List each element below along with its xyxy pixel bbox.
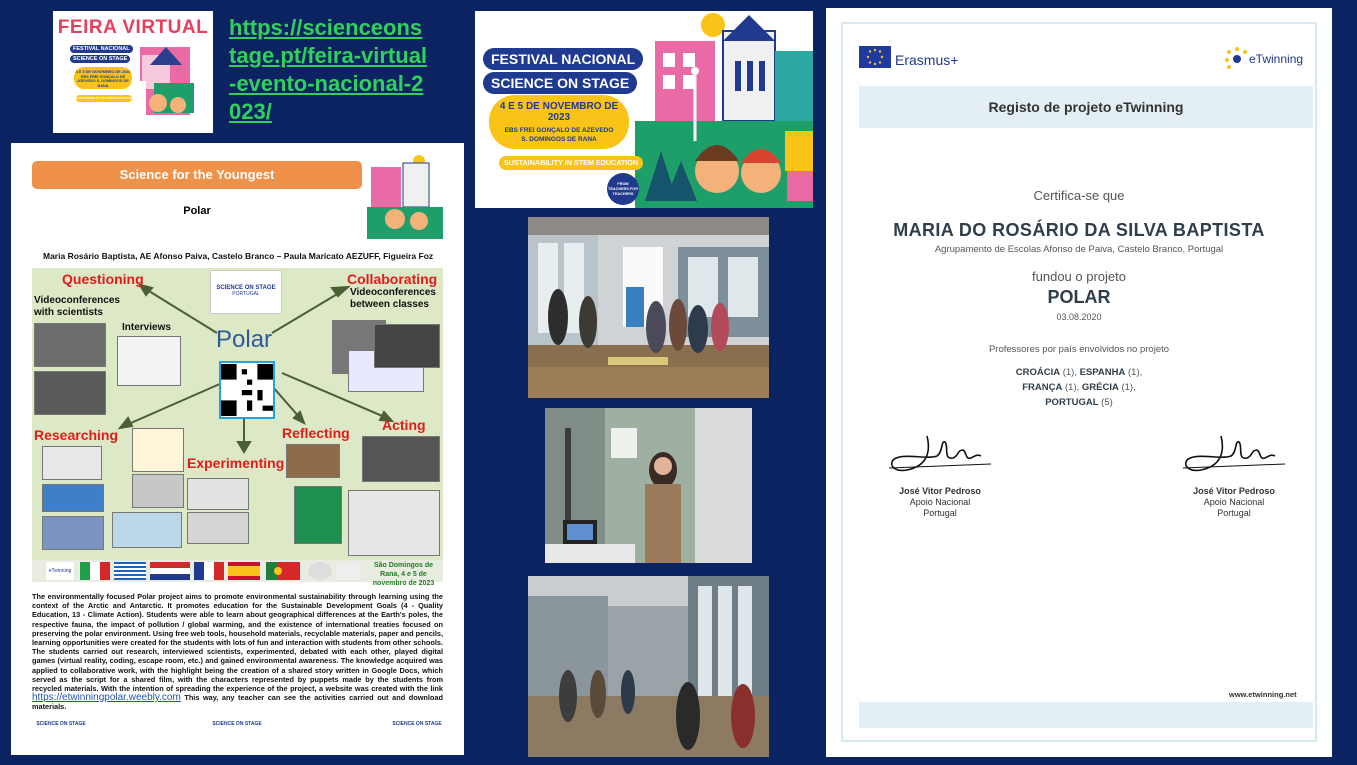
festival-date-badge (489, 95, 629, 149)
poster-project-link[interactable]: https://etwinningpolar.weebly.com (32, 692, 181, 704)
footer-logo-1: SCIENCE ON STAGE (36, 721, 86, 727)
feira-virtual-link[interactable]: https://scienceonstage.pt/feira-virtual-evento-nacional-2023/ (229, 15, 428, 124)
mindmap-center: Polar (216, 326, 273, 353)
eu-flag-icon (859, 46, 891, 68)
festival-nacional-image (475, 11, 813, 208)
mindmap-researching: Researching (34, 427, 119, 443)
mindmap-reflecting: Reflecting (282, 425, 350, 441)
count-portugal: (5) (1098, 397, 1113, 408)
country-grecia: GRÉCIA (1081, 382, 1119, 393)
footer-logo-2: SCIENCE ON STAGE (212, 721, 262, 727)
signature-2-block (1159, 486, 1309, 519)
school-seal-icon (308, 562, 332, 580)
etwinning-url[interactable]: www.etwinning.net (1229, 690, 1297, 699)
signature-1-country: Portugal (923, 508, 957, 518)
count-grecia: (1), (1118, 382, 1136, 393)
certifica-text: Certifica-se que (1033, 188, 1125, 203)
thumb-cartoon (132, 428, 184, 472)
mindmap-questioning: Questioning (62, 271, 144, 287)
poster-body-end: This way, any teacher can see the activities carried out and download materials. (32, 693, 443, 712)
mindmap-acting: Acting (382, 417, 426, 433)
sos-logo-country: PORTUGAL (232, 291, 260, 297)
poster-body-text (32, 592, 443, 712)
thumb-experiment-1 (187, 478, 249, 510)
thumb-research-map (42, 484, 104, 512)
etwinning-logo-text: eTwinning (1249, 52, 1304, 66)
festival-venue-1: EBS FREI GONÇALO DE AZEVEDO (504, 127, 614, 134)
feira-date-badge (74, 67, 132, 89)
project-date: 03.08.2020 (1056, 312, 1102, 322)
country-portugal: PORTUGAL (1045, 397, 1099, 408)
sos-logo-mindmap (210, 270, 282, 314)
thumb-research-2 (42, 516, 104, 550)
mindmap-collaborating: Collaborating (347, 271, 438, 287)
thumb-research-1 (42, 446, 102, 480)
festival-artwork (635, 11, 813, 208)
thumb-experiment-4 (132, 474, 184, 508)
event-photo-2 (545, 408, 752, 563)
sos-logo-text: SCIENCE ON STAGE (216, 285, 276, 291)
certificate-footer-band (859, 702, 1313, 728)
thumb-video-1 (34, 323, 106, 367)
thumb-acting-1 (362, 436, 440, 482)
count-franca: (1), (1062, 382, 1082, 393)
thumb-experiment-3 (112, 512, 182, 548)
poster-flags-row (32, 560, 443, 587)
thumb-reflect-2 (294, 486, 342, 544)
poster-authors: Maria Rosário Baptista, AE Afonso Paiva, Castelo Branco – Paula Maricato AEZUFF, Figueira Foz (43, 251, 434, 261)
flags-icon (80, 562, 304, 580)
etwinning-logo: eTwinning (46, 562, 74, 580)
feira-date: 4 E 5 DE NOVEMBRO DE 2023 (75, 70, 131, 74)
signature-2-role: Apoio Nacional (1203, 497, 1265, 507)
country-line-2 (843, 382, 1315, 393)
country-croacia: CROÁCIA (1015, 367, 1061, 378)
certificate-title: Registo de projeto eTwinning (988, 99, 1184, 115)
thumb-reflect-1 (286, 444, 340, 478)
school-logo-icon (336, 562, 360, 580)
country-line-3 (843, 397, 1315, 408)
count-croacia: (1), (1060, 367, 1080, 378)
signature-1-name: José Vitor Pedroso (899, 486, 981, 496)
event-photo-3 (528, 576, 769, 757)
certificate-frame (841, 22, 1317, 742)
thumb-acting-2 (348, 490, 440, 556)
erasmus-logo-text: Erasmus+ (895, 52, 959, 68)
signature-1-role: Apoio Nacional (909, 497, 971, 507)
signature-1-block (865, 486, 1015, 519)
qr-code-icon (219, 361, 275, 419)
poster-venue: São Domingos de Rana, 4 e 5 de novembro de 2023 (372, 562, 435, 587)
count-espanha: (1), (1125, 367, 1143, 378)
mindmap-experimenting: Experimenting (187, 455, 285, 471)
feira-pill-2: SCIENCE ON STAGE (70, 55, 130, 63)
recipient-school: Agrupamento de Escolas Afonso de Paiva, Castelo Branco, Portugal (934, 244, 1224, 255)
signature-2-icon (1181, 432, 1291, 476)
event-photo-1 (528, 217, 769, 398)
fundou-text: fundou o projeto (1032, 269, 1126, 284)
poster-mindmap (32, 268, 443, 560)
thumb-classes-3 (374, 324, 440, 368)
thumb-video-2 (34, 371, 106, 415)
signature-1-icon (887, 432, 997, 476)
poster-subtitle: Polar (183, 205, 211, 217)
festival-logo-small (367, 153, 443, 239)
etwinning-certificate (826, 8, 1332, 757)
project-name: POLAR (1047, 287, 1111, 307)
festival-title-2: SCIENCE ON STAGE (483, 72, 637, 94)
festival-sustainability: SUSTAINABILITY IN STEM EDUCATION (499, 156, 643, 170)
country-espanha: ESPANHA (1079, 367, 1126, 378)
festival-venue-2: S. DOMINGOS DE RANA (521, 136, 597, 143)
feira-sust: SUSTAINABILITY IN STEM EDUCATION (76, 96, 132, 100)
signature-2-country: Portugal (1217, 508, 1251, 518)
thumb-experiment-2 (187, 512, 249, 544)
country-franca: FRANÇA (1022, 382, 1063, 393)
feira-pill-1: FESTIVAL NACIONAL (70, 45, 133, 53)
feira-virtual-image (53, 11, 213, 133)
festival-teachers-badge: FROM TEACHERS FOR TEACHERS (607, 173, 639, 205)
thumb-interviews (117, 336, 181, 386)
festival-date: 4 E 5 DE NOVEMBRO DE 2023 (499, 101, 619, 123)
etwinning-logo-icon (1223, 46, 1251, 72)
mindmap-interviews: Interviews (122, 322, 171, 333)
feira-artwork (70, 43, 196, 121)
feira-title: FEIRA VIRTUAL (57, 17, 209, 38)
feira-venue: EBS FREI GONÇALO DE AZEVEDO S. DOMINGOS DE RANA (77, 74, 129, 88)
recipient-name: MARIA DO ROSÁRIO DA SILVA BAPTISTA (893, 220, 1265, 240)
professores-text: Professores por país envolvidos no projeto (988, 344, 1170, 355)
project-poster (11, 143, 464, 755)
mindmap-video-classes: Videoconferences between classes (350, 287, 436, 310)
festival-title-1: FESTIVAL NACIONAL (483, 48, 643, 70)
footer-logo-3: SCIENCE ON STAGE (392, 721, 442, 727)
mindmap-video-scientists: Videoconferences with scientists (34, 295, 120, 318)
certificate-title-band (859, 86, 1313, 128)
poster-body: The environmentally focused Polar project aims to promote environmental sustainability through learning using the context of the Arctic and Antarctic. It promotes education for the Sustainable Development Goals (4 - Quality Education, 13 - Climate Action). Students were able to learn about geographical differences at the Earth's poles, the respective fauna, the impact of pollution / global warming, and the existence of international treaties focused on preserving the polar environment. Using free web tools, household materials, recyclable materials, paper and pencils, learning opportunities were created for the students with lots of fun and interaction with students from other schools. The students carried out research, interviewed scientists, experimented, debated with each other, played digital games (virtual reality, coding, escape room, etc.) and gained environmental awareness. The knowledge acquired was applied to collaborative work, with the highlight being the creation of a shared story written in Google Docs, which served as the script for a shared film, with the characters represented by puppets made by the students from recycled materials. With the intention of spreading the experience of the project, a website was created with the link (32, 592, 443, 694)
country-line-1 (843, 367, 1315, 378)
poster-banner: Science for the Youngest (32, 161, 362, 189)
signature-2-name: José Vitor Pedroso (1193, 486, 1275, 496)
